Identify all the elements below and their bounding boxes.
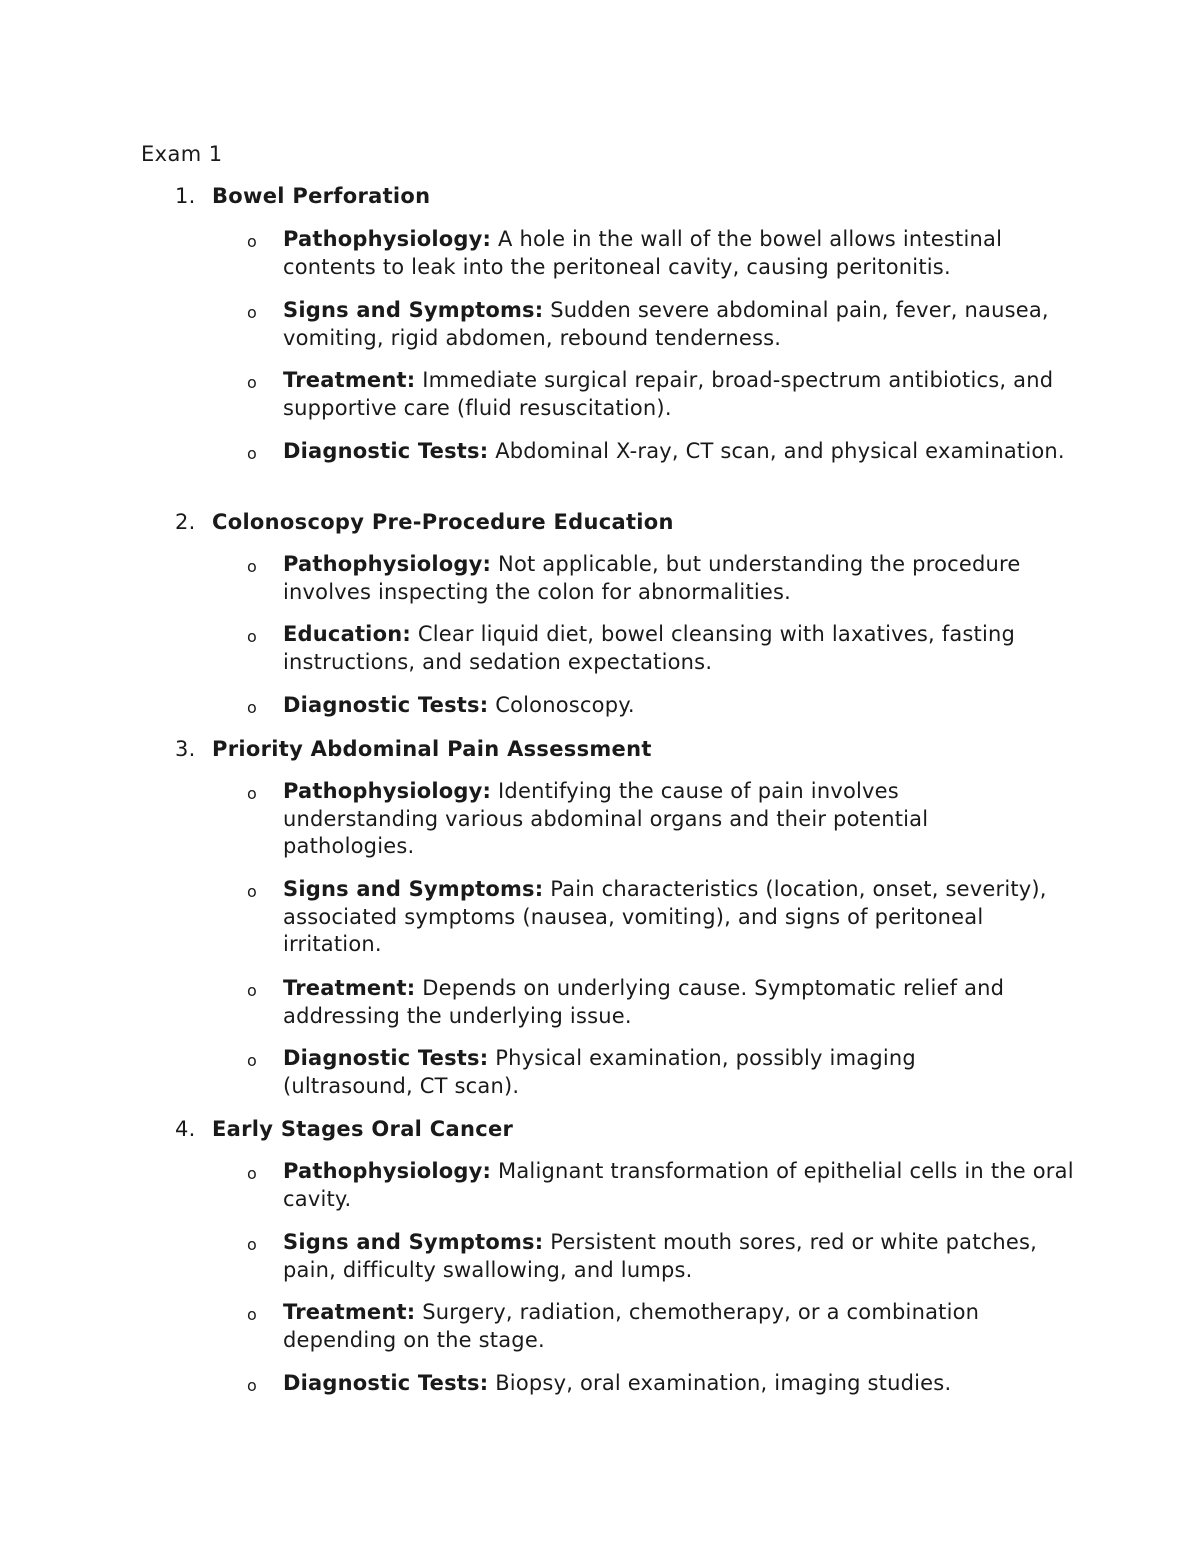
bullet-icon: o <box>247 1164 257 1183</box>
item-text: Abdominal X-ray, CT scan, and physical examination. <box>488 439 1065 463</box>
item-text: Biopsy, oral examination, imaging studies. <box>488 1371 952 1395</box>
section-heading <box>175 508 674 536</box>
item-label: Diagnostic Tests: <box>283 439 489 463</box>
item-label: Pathophysiology: <box>283 552 492 576</box>
item-text: Clear liquid diet, bowel cleansing with laxatives, fasting instructions, and sedation expectations. <box>283 622 1016 674</box>
section-title: Colonoscopy Pre-Procedure Education <box>212 510 674 534</box>
section-title: Bowel Perforation <box>212 184 431 208</box>
bullet-icon: o <box>247 1051 257 1070</box>
bullet-icon: o <box>247 1235 257 1254</box>
bullet-icon: o <box>247 981 257 1000</box>
document-title: Exam 1 <box>141 142 223 166</box>
item-text: A hole in the wall of the bowel allows intestinal contents to leak into the peritoneal cavity, causing peritonitis. <box>283 227 1003 279</box>
section-heading <box>175 182 430 210</box>
bullet-icon: o <box>247 698 257 717</box>
bullet-icon: o <box>247 627 257 646</box>
item-label: Treatment: <box>283 1300 416 1324</box>
section-heading <box>175 1115 513 1143</box>
item-label: Signs and Symptoms: <box>283 298 544 322</box>
item-label: Pathophysiology: <box>283 1159 492 1183</box>
bullet-icon: o <box>247 444 257 463</box>
item-text: Persistent mouth sores, red or white patches, pain, difficulty swallowing, and lumps. <box>283 1230 1038 1282</box>
bullet-icon: o <box>247 232 257 251</box>
section-number: 4. <box>175 1117 196 1141</box>
bullet-icon: o <box>247 373 257 392</box>
item-text: Depends on underlying cause. Symptomatic relief and addressing the underlying issue. <box>283 976 1005 1028</box>
item-label: Treatment: <box>283 368 416 392</box>
item-label: Education: <box>283 622 411 646</box>
item-text: Surgery, radiation, chemotherapy, or a combination depending on the stage. <box>283 1300 980 1352</box>
bullet-icon: o <box>247 784 257 803</box>
item-text: Immediate surgical repair, broad-spectrum antibiotics, and supportive care (fluid resuscitation). <box>283 368 1054 420</box>
item-text: Pain characteristics (location, onset, severity), associated symptoms (nausea, vomiting), and signs of peritoneal irritation. <box>283 877 1047 956</box>
item-label: Pathophysiology: <box>283 779 492 803</box>
section-number: 2. <box>175 510 196 534</box>
bullet-icon: o <box>247 557 257 576</box>
section-heading <box>175 735 652 763</box>
item-text: Physical examination, possibly imaging (ultrasound, CT scan). <box>283 1046 916 1098</box>
item-text: Sudden severe abdominal pain, fever, nausea, vomiting, rigid abdomen, rebound tenderness. <box>283 298 1049 350</box>
item-text: Not applicable, but understanding the procedure involves inspecting the colon for abnormalities. <box>283 552 1021 604</box>
item-label: Signs and Symptoms: <box>283 877 544 901</box>
section-number: 3. <box>175 737 196 761</box>
item-text: Colonoscopy. <box>488 693 635 717</box>
item-label: Diagnostic Tests: <box>283 693 489 717</box>
item-label: Signs and Symptoms: <box>283 1230 544 1254</box>
item-label: Treatment: <box>283 976 416 1000</box>
bullet-icon: o <box>247 303 257 322</box>
section-number: 1. <box>175 184 196 208</box>
section-title: Early Stages Oral Cancer <box>212 1117 514 1141</box>
bullet-icon: o <box>247 1376 257 1395</box>
bullet-icon: o <box>247 1305 257 1324</box>
bullet-icon: o <box>247 882 257 901</box>
item-label: Pathophysiology: <box>283 227 492 251</box>
item-label: Diagnostic Tests: <box>283 1371 489 1395</box>
item-text: Identifying the cause of pain involves understanding various abdominal organs and their potential pathologies. <box>283 779 929 858</box>
item-label: Diagnostic Tests: <box>283 1046 489 1070</box>
section-title: Priority Abdominal Pain Assessment <box>212 737 652 761</box>
item-text: Malignant transformation of epithelial cells in the oral cavity. <box>283 1159 1074 1211</box>
